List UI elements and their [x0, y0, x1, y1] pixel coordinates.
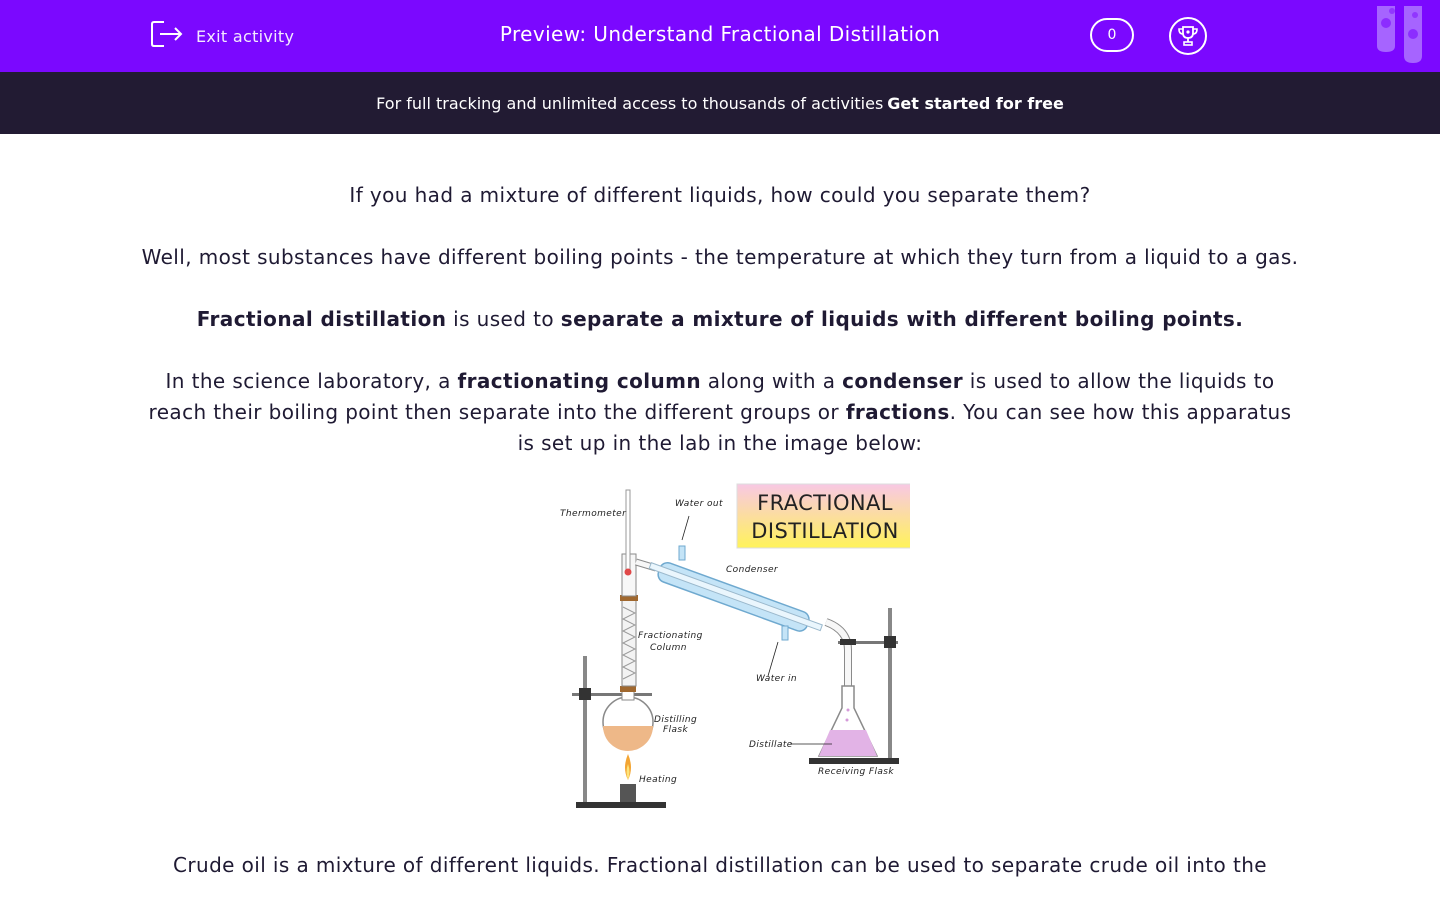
page-title: Preview: Understand Fractional Distillation [499, 22, 941, 46]
term-fractional-distillation: Fractional distillation [196, 307, 447, 331]
text-segment: In the science laboratory, a [165, 369, 458, 393]
trophy-button[interactable] [1169, 17, 1207, 55]
paragraph-definition [140, 304, 1300, 335]
paragraph-question: If you had a mixture of different liquids, how could you separate them? [349, 183, 1091, 207]
label-thermometer: Thermometer [560, 509, 627, 519]
label-water-in: Water in [756, 674, 797, 684]
term-fractions: fractions [845, 400, 950, 424]
exit-activity-label: Exit activity [196, 26, 295, 46]
text-segment: is used to [446, 307, 561, 331]
text-segment: is used to allow the liquids to reach their boiling point then separate into the different groups or [148, 369, 1275, 424]
text-segment: along with a [701, 369, 843, 393]
label-fractionating: Fractionating [638, 631, 703, 641]
label-condenser: Condenser [726, 565, 778, 575]
label-distillate: Distillate [749, 740, 793, 750]
lesson-content [140, 134, 1300, 881]
banner-text: For full tracking and unlimited access to thousands of activities [376, 93, 884, 113]
get-started-link[interactable]: Get started for free [887, 93, 1064, 113]
brand-logo [1374, 6, 1430, 68]
score-badge: 0 [1090, 18, 1134, 52]
diagram-title-line2: DISTILLATION [751, 519, 899, 543]
term-condenser: condenser [842, 369, 964, 393]
label-distilling: Distilling [654, 715, 698, 725]
top-bar [0, 0, 1440, 72]
text-segment: . You can see how this apparatus is set up in the lab in the image below: [517, 400, 1292, 455]
definition-bold: separate a mixture of liquids with different boiling points. [560, 307, 1244, 331]
label-heating: Heating [639, 775, 678, 785]
label-flask: Flask [663, 725, 689, 735]
term-fractionating-column: fractionating column [457, 369, 701, 393]
access-banner [0, 72, 1440, 134]
label-column: Column [650, 643, 687, 653]
distillation-diagram [140, 482, 1300, 822]
diagram-title-line1: FRACTIONAL [757, 491, 893, 515]
paragraph-apparatus [140, 366, 1300, 459]
paragraph-boiling-points: Well, most substances have different boiling points - the temperature at which they turn from a liquid to a gas. [141, 245, 1299, 269]
label-receiving-flask: Receiving Flask [818, 767, 894, 777]
distillation-apparatus-illustration [530, 482, 910, 822]
trophy-icon [1176, 24, 1200, 48]
label-water-out: Water out [675, 499, 723, 509]
paragraph-crude-oil: Crude oil is a mixture of different liquids. Fractional distillation can be used to separate crude oil into the [173, 853, 1267, 877]
